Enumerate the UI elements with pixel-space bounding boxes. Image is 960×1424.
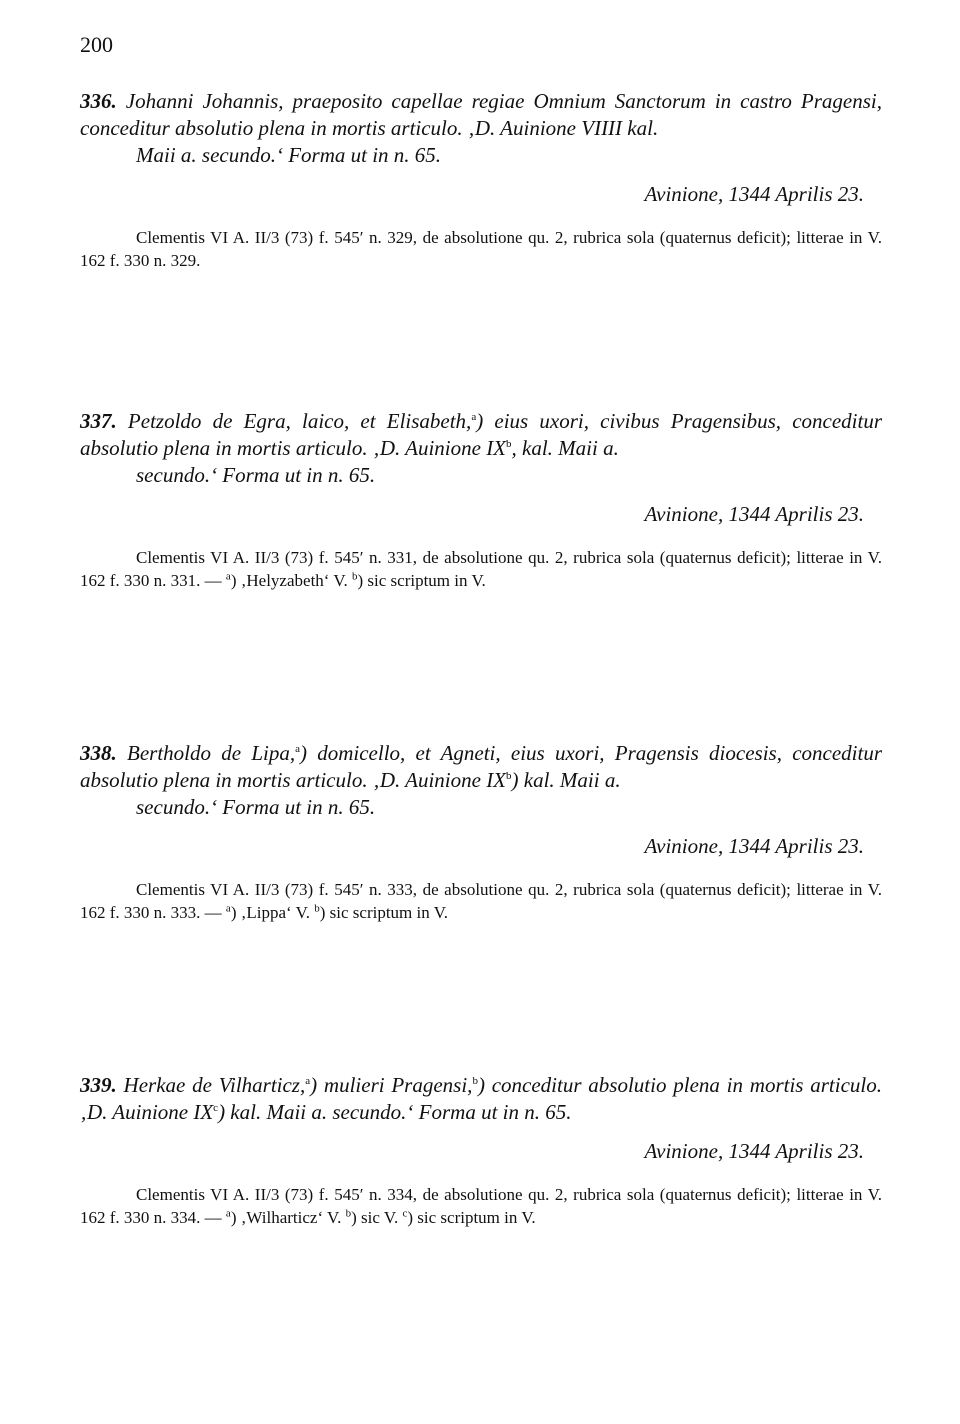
- note-text: ) ‚Wilharticz‘ V.: [230, 1208, 346, 1227]
- footnote-marker: a: [225, 1207, 231, 1220]
- entry-339: [80, 1072, 882, 1229]
- entry-source-note: Clementis VI A. II/3 (73) f. 545′ n. 329, de absolutione qu. 2, rubrica sola (quaternus deficit); litterae in V. 162 f. 330 n. 329.: [80, 228, 882, 270]
- footnote-marker: a: [225, 902, 231, 915]
- footnote-marker: b: [314, 902, 320, 915]
- entry-text: Herkae de Vilharticz,: [123, 1073, 306, 1097]
- entry-337: [80, 408, 882, 592]
- note-text: Clementis VI A. II/3 (73) f. 545′ n. 334, de absolutione qu. 2, rubrica sola (quaternus deficit); litterae in V. 162 f. 330 n. 334. —: [80, 1185, 882, 1227]
- entry-text: ) conceditur absolutio plena in mortis articulo. ‚D. Auinione IX: [80, 1073, 883, 1124]
- entry-text: ) kal. Maii a.: [511, 768, 621, 792]
- entry-text: Bertholdo de Lipa,: [127, 741, 296, 765]
- note-text: ) sic scriptum in V.: [319, 903, 449, 922]
- entry-source-note: [80, 1183, 882, 1229]
- note-text: ) ‚Helyzabeth‘ V.: [230, 571, 352, 590]
- footnote-marker: a: [305, 1075, 311, 1087]
- entry-number: 339.: [80, 1073, 117, 1097]
- entry-number: 338.: [80, 741, 117, 765]
- entry-date: Avinione, 1344 Aprilis 23.: [644, 502, 864, 526]
- entry-text: Petzoldo de Egra, laico, et Elisabeth,: [127, 409, 472, 433]
- note-text: Clementis VI A. II/3 (73) f. 545′ n. 333, de absolutione qu. 2, rubrica sola (quaternus deficit); litterae in V. 162 f. 330 n. 333. —: [80, 880, 882, 922]
- entry-heading: [80, 1072, 882, 1126]
- entry-heading: [80, 740, 882, 821]
- footnote-marker: b: [472, 1075, 478, 1087]
- footnote-marker: a: [295, 743, 300, 755]
- entry-text: ) mulieri Pragensi,: [310, 1073, 473, 1097]
- entry-heading: [80, 408, 882, 489]
- entry-text: ) kal. Maii a. secundo.‘ Forma ut in n. 65.: [218, 1100, 572, 1124]
- note-text: ) sic V.: [351, 1208, 403, 1227]
- entry-number: 337.: [80, 409, 117, 433]
- entry-source-note: [80, 546, 882, 592]
- entry-text-continued: secundo.‘ Forma ut in n. 65.: [136, 795, 376, 819]
- entry-date: Avinione, 1344 Aprilis 23.: [644, 1139, 864, 1163]
- entry-date: Avinione, 1344 Aprilis 23.: [644, 182, 864, 206]
- note-text: ) ‚Lippa‘ V.: [230, 903, 315, 922]
- footnote-marker: a: [471, 411, 477, 423]
- entry-338: [80, 740, 882, 924]
- footnote-marker: b: [506, 438, 512, 450]
- note-text: Clementis VI A. II/3 (73) f. 545′ n. 331, de absolutione qu. 2, rubrica sola (quaternus deficit); litterae in V. 162 f. 330 n. 331. —: [80, 548, 882, 590]
- entry-text-continued: secundo.‘ Forma ut in n. 65.: [136, 463, 376, 487]
- note-text: ) sic scriptum in V.: [357, 571, 486, 590]
- entry-text: ) domicello, et Agneti, eius uxori, Pragensis diocesis, conceditur absolutio plena in mortis articulo. ‚D. Auinione IX: [80, 741, 883, 792]
- entry-number: 336.: [80, 89, 117, 113]
- entry-date: Avinione, 1344 Aprilis 23.: [644, 834, 864, 858]
- page-number: 200: [80, 32, 113, 57]
- note-text: ) sic scriptum in V.: [407, 1208, 536, 1227]
- entry-source-note: [80, 878, 882, 924]
- footnote-marker: c: [402, 1207, 408, 1220]
- entry-text-continued: Maii a. secundo.‘ Forma ut in n. 65.: [136, 143, 442, 167]
- footnote-marker: b: [345, 1207, 352, 1220]
- footnote-marker: b: [351, 570, 358, 583]
- entry-336: [80, 88, 882, 272]
- entry-text: , kal. Maii a.: [511, 436, 619, 460]
- footnote-marker: a: [225, 570, 231, 583]
- footnote-marker: b: [506, 770, 512, 782]
- entry-text: Johanni Johannis, praeposito capellae regiae Omnium Sanctorum in castro Pragensi, conceditur absolutio plena in mortis articulo. ‚D. Auinione VIIII kal.: [80, 89, 883, 140]
- footnote-marker: c: [213, 1102, 219, 1114]
- entry-text: ) eius uxori, civibus Pragensibus, conceditur absolutio plena in mortis articulo. ‚D. Auinione IX: [80, 409, 882, 460]
- entry-heading: [80, 88, 882, 169]
